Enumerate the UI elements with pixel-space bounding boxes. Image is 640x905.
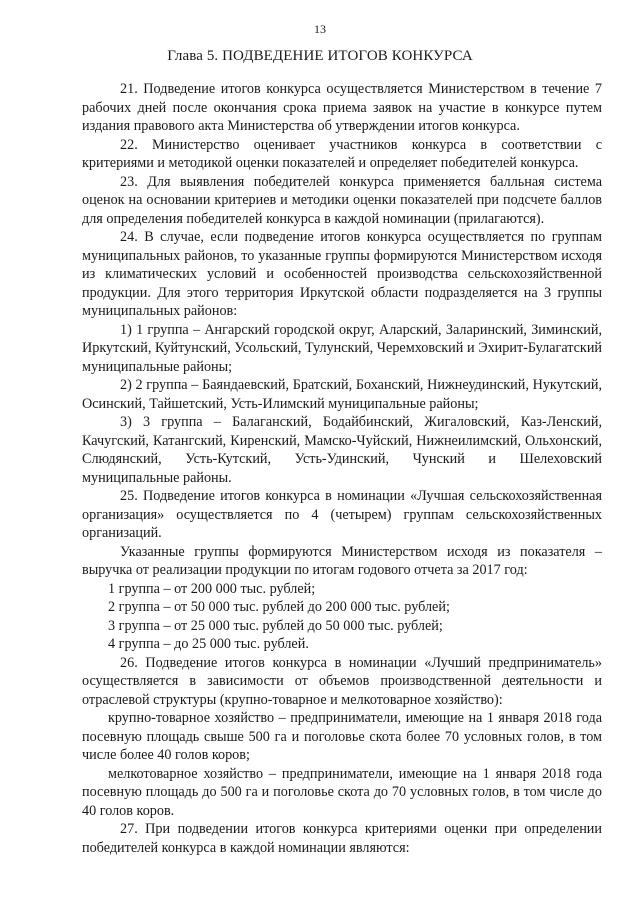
small-farm-definition: мелкотоварное хозяйство – предприниматели, имеющие на 1 января 2018 года посевную площадь до 500 га и поголовье скота до 70 условных голов, в том числе до 40 голов коров. [82, 765, 602, 819]
group-1-item: 1) 1 группа – Ангарский городской округ, Аларский, Заларинский, Зиминский, Иркутский, Куйтунский, Усольский, Тулунский, Черемховский и Эхирит-Булагатский муниципальные районы; [82, 321, 602, 375]
revenue-group-4: 4 группа – до 25 000 тыс. рублей. [108, 636, 309, 652]
chapter-title: Глава 5. ПОДВЕДЕНИЕ ИТОГОВ КОНКУРСА [167, 48, 473, 64]
group-2-item: 2) 2 группа – Баяндаевский, Братский, Боханский, Нижнеудинский, Нукутский, Осинский, Тайшетский, Усть-Илимский муниципальные районы; [82, 377, 602, 412]
groups-formation-text: Указанные группы формируются Министерством исходя из показателя – выручка от реализации продукции по итогам годового отчета за 2017 год: [82, 543, 602, 578]
paragraph-24: 24. В случае, если подведение итогов конкурса осуществляется по группам муниципальных районов, то указанные группы формируются Министерством исходя из климатических условий и особенностей производства сельскохозяйственной продукции. Для этого территория Иркутской области подразделяется на 3 группы муниципальных районов: [82, 229, 602, 319]
paragraph-26: 26. Подведение итогов конкурса в номинации «Лучший предприниматель» осуществляется в зависимости от объемов производственной деятельности и отраслевой структуры (крупно-товарное и мелкотоварное хозяйство): [82, 654, 602, 708]
large-farm-definition: крупно-товарное хозяйство – предприниматели, имеющие на 1 января 2018 года посевную площадь свыше 500 га и поголовье скота более 70 условных голов, в том числе более 40 голов коров; [82, 710, 602, 763]
paragraph-23: 23. Для выявления победителей конкурса применяется балльная система оценок на основании критериев и методики оценки показателей при подсчете баллов для определения победителей конкурса в каждой номинации (прилагаются). [82, 173, 602, 227]
group-3-item: 3) 3 группа – Балаганский, Бодайбинский, Жигаловский, Каз-Ленский, Качугский, Катангский, Киренский, Мамско-Чуйский, Нижнеилимский, Ольхонский, Слюдянский, Усть-Кутский, Усть-Удинский, Чунский и Шелеховский муниципальные районы. [82, 414, 602, 486]
paragraph-22: 22. Министерство оценивает участников конкурса в соответствии с критериями и методикой оценки показателей и определяет победителей конкурса. [82, 136, 602, 171]
revenue-group-3: 3 группа – от 25 000 тыс. рублей до 50 000 тыс. рублей; [108, 617, 443, 634]
paragraph-27: 27. При подведении итогов конкурса критериями оценки при определении победителей конкурса в каждой номинации являются: [82, 821, 602, 856]
document-body [82, 80, 602, 857]
revenue-group-1: 1 группа – от 200 000 тыс. рублей; [108, 580, 316, 597]
revenue-group-2: 2 группа – от 50 000 тыс. рублей до 200 000 тыс. рублей; [108, 599, 450, 615]
page-number: 13 [314, 22, 326, 36]
paragraph-21: 21. Подведение итогов конкурса осуществляется Министерством в течение 7 рабочих дней после окончания срока приема заявок на участие в конкурсе путем издания правового акта Министерства об утверждении итогов конкурса. [82, 81, 602, 134]
paragraph-25: 25. Подведение итогов конкурса в номинации «Лучшая сельскохозяйственная организация» осуществляется по 4 (четырем) группам сельскохозяйственных организаций. [82, 488, 602, 541]
